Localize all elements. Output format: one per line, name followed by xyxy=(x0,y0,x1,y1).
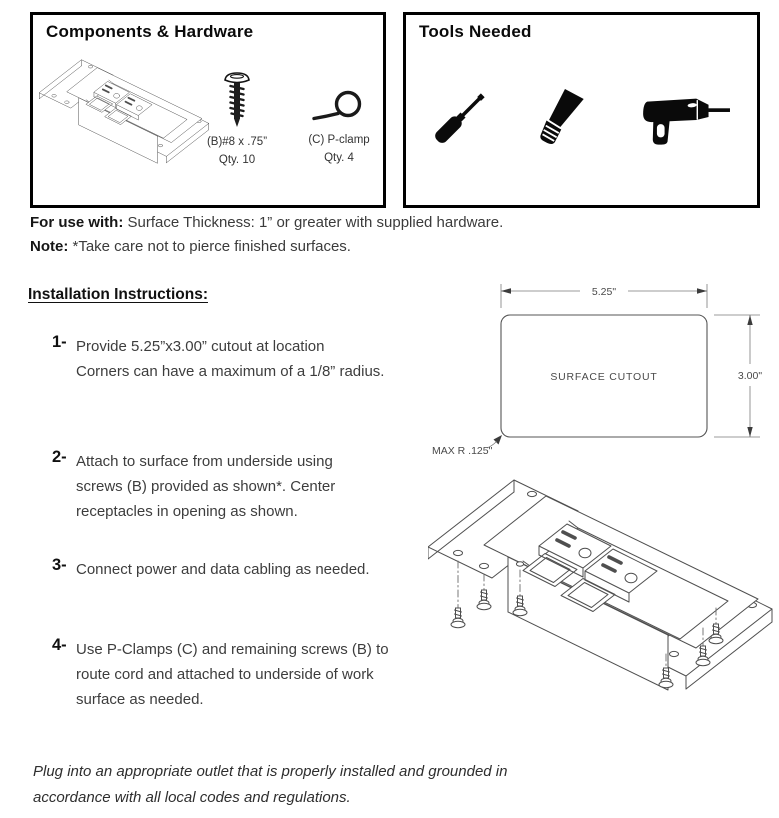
surface-cutout-diagram xyxy=(430,278,779,470)
screw-icon xyxy=(217,71,257,133)
screw-label: (B)#8 x .75” xyxy=(206,136,268,148)
note-text: *Take care not to pierce finished surfaces. xyxy=(68,238,351,255)
grounding-notice: Plug into an appropriate outlet that is properly installed and grounded in accordance with all local codes and regulations. xyxy=(33,763,508,806)
step-1-text: Provide 5.25”x3.00” cutout at location Corners can have a maximum of a 1/8” radius. xyxy=(76,338,385,380)
drill-icon xyxy=(637,89,731,147)
corner-radius-label: MAX R .125" xyxy=(432,445,493,457)
instructions-heading: Installation Instructions: xyxy=(28,286,208,303)
note-line xyxy=(30,238,351,255)
cutout-area-label: SURFACE CUTOUT xyxy=(550,371,658,383)
step-3-text: Connect power and data cabling as needed. xyxy=(76,561,370,578)
handsaw-icon xyxy=(527,87,597,149)
for-use-with-text: Surface Thickness: 1” or greater with supplied hardware. xyxy=(123,214,504,231)
note-label: Note: xyxy=(30,238,69,255)
components-box-title: Components & Hardware xyxy=(46,22,254,41)
for-use-with-label: For use with: xyxy=(30,214,124,231)
screwdriver-icon xyxy=(428,86,488,150)
step-3-number: 3- xyxy=(52,556,67,574)
step-4-number: 4- xyxy=(52,636,67,654)
p-clamp-qty: Qty. 4 xyxy=(324,152,354,164)
for-use-with-line xyxy=(30,214,503,231)
step-1-number: 1- xyxy=(52,333,67,351)
p-clamp-icon xyxy=(312,89,366,125)
p-clamp-label: (C) P-clamp xyxy=(308,134,370,146)
tools-needed-box xyxy=(403,12,760,208)
cutout-width-dimension: 5.25" xyxy=(591,286,617,298)
step-2-text: Attach to surface from underside using screws (B) provided as shown*. Center receptacles in opening as shown. xyxy=(76,453,336,520)
unit-underside-mounting-drawing xyxy=(428,458,776,730)
step-2-number: 2- xyxy=(52,448,67,466)
cutout-height-dimension: 3.00" xyxy=(737,370,763,382)
screw-qty: Qty. 10 xyxy=(218,154,256,166)
components-hardware-box xyxy=(30,12,386,208)
tools-box-title: Tools Needed xyxy=(419,22,532,41)
step-4-text: Use P-Clamps (C) and remaining screws (B) to route cord and attached to underside of work surface as needed. xyxy=(76,641,389,708)
